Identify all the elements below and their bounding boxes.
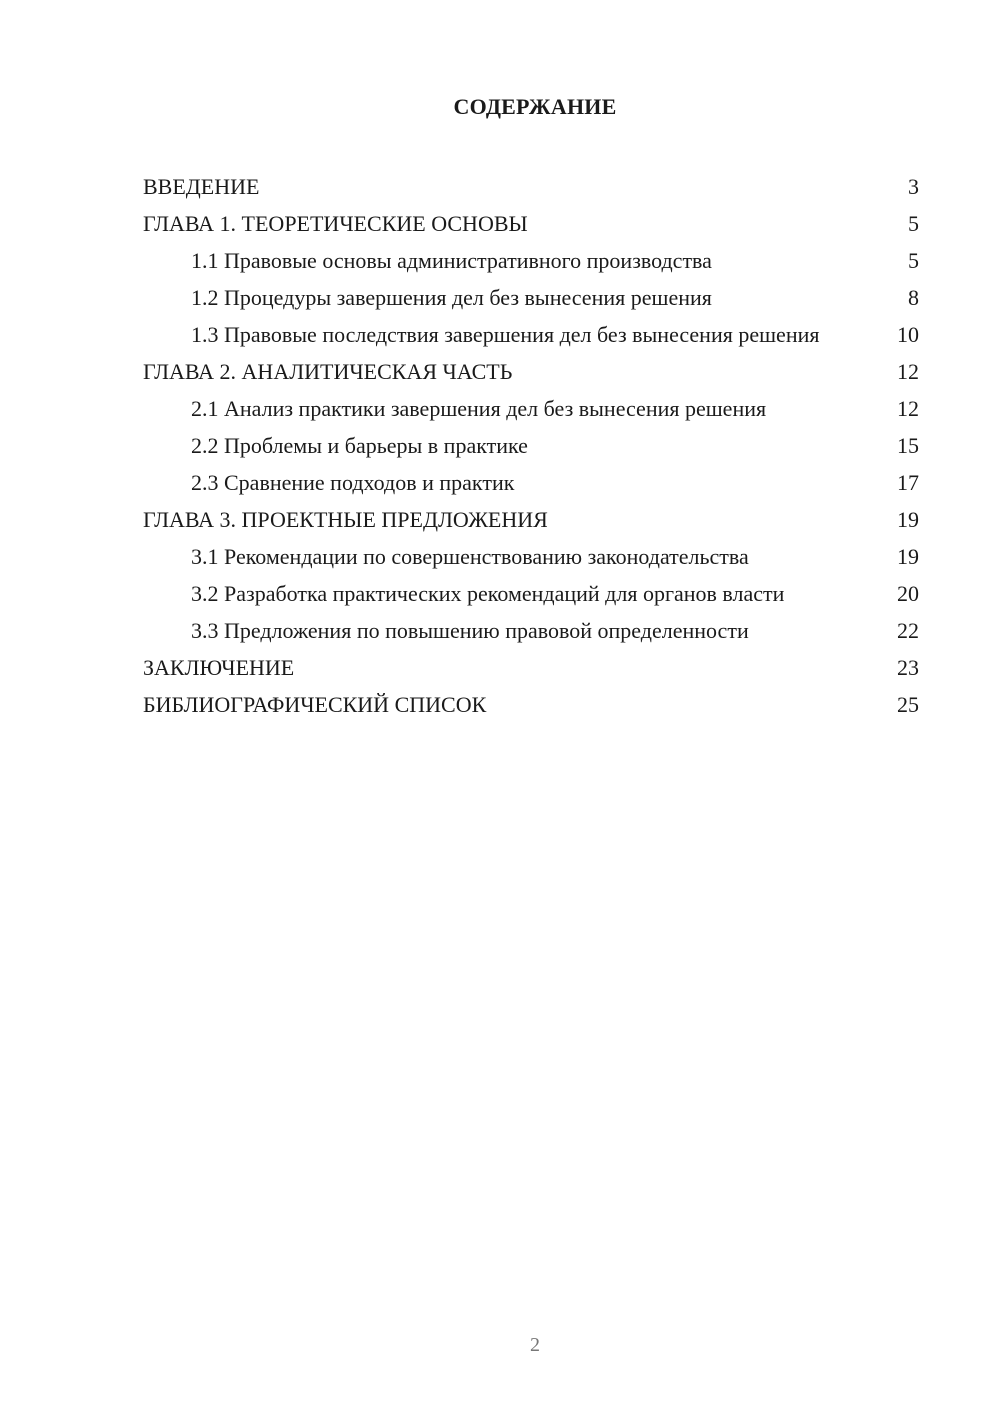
page-title: СОДЕРЖАНИЕ (453, 94, 617, 119)
toc-entry-page: 20 (897, 581, 919, 606)
toc-entry-section-3-3[interactable] (143, 612, 919, 649)
toc-entry-text: 1.3 Правовые последствия завершения дел без вынесения решения (191, 322, 820, 347)
toc-entry-page: 10 (897, 322, 919, 347)
toc-entry-section-2-1[interactable] (143, 390, 919, 427)
toc-entry-conclusion[interactable] (143, 649, 919, 686)
toc-entry-text: 1.2 Процедуры завершения дел без вынесения решения (191, 285, 712, 310)
toc-entry-page: 25 (897, 692, 919, 717)
toc-entry-page: 8 (908, 285, 919, 310)
toc-entry-text: 3.2 Разработка практических рекомендаций для органов власти (191, 581, 785, 606)
toc-entry-page: 3 (908, 174, 919, 199)
toc-entry-page: 5 (908, 211, 919, 236)
table-of-contents (143, 168, 919, 723)
toc-entry-text: ЗАКЛЮЧЕНИЕ (143, 655, 295, 680)
toc-entry-chapter-3[interactable] (143, 501, 919, 538)
toc-entry-text: 2.3 Сравнение подходов и практик (191, 470, 515, 495)
toc-entry-page: 15 (897, 433, 919, 458)
toc-entry-text: 1.1 Правовые основы административного производства (191, 248, 712, 273)
toc-entry-text: ВВЕДЕНИЕ (143, 174, 260, 199)
toc-entry-page: 17 (897, 470, 919, 495)
toc-entry-text: 3.3 Предложения по повышению правовой определенности (191, 618, 749, 643)
toc-entry-chapter-2[interactable] (143, 353, 919, 390)
toc-entry-section-1-3[interactable] (143, 316, 919, 353)
toc-entry-text: ГЛАВА 3. ПРОЕКТНЫЕ ПРЕДЛОЖЕНИЯ (143, 507, 548, 532)
toc-entry-text: ГЛАВА 1. ТЕОРЕТИЧЕСКИЕ ОСНОВЫ (143, 211, 528, 236)
toc-entry-section-1-1[interactable] (143, 242, 919, 279)
toc-entry-page: 5 (908, 248, 919, 273)
toc-entry-page: 12 (897, 396, 919, 421)
toc-entry-text: 3.1 Рекомендации по совершенствованию законодательства (191, 544, 749, 569)
toc-entry-page: 19 (897, 544, 919, 569)
toc-entry-bibliography[interactable] (143, 686, 919, 723)
toc-entry-text: ГЛАВА 2. АНАЛИТИЧЕСКАЯ ЧАСТЬ (143, 359, 513, 384)
toc-entry-text: 2.1 Анализ практики завершения дел без вынесения решения (191, 396, 767, 421)
toc-entry-page: 19 (897, 507, 919, 532)
toc-entry-section-3-2[interactable] (143, 575, 919, 612)
toc-entry-section-3-1[interactable] (143, 538, 919, 575)
toc-entry-section-1-2[interactable] (143, 279, 919, 316)
toc-entry-page: 22 (897, 618, 919, 643)
toc-entry-chapter-1[interactable] (143, 205, 919, 242)
toc-entry-text: 2.2 Проблемы и барьеры в практике (191, 433, 528, 458)
toc-entry-introduction[interactable] (143, 168, 919, 205)
toc-entry-section-2-2[interactable] (143, 427, 919, 464)
toc-entry-text: БИБЛИОГРАФИЧЕСКИЙ СПИСОК (143, 692, 487, 717)
toc-entry-page: 23 (897, 655, 919, 680)
page-number: 2 (530, 1334, 540, 1356)
toc-entry-page: 12 (897, 359, 919, 384)
toc-entry-section-2-3[interactable] (143, 464, 919, 501)
